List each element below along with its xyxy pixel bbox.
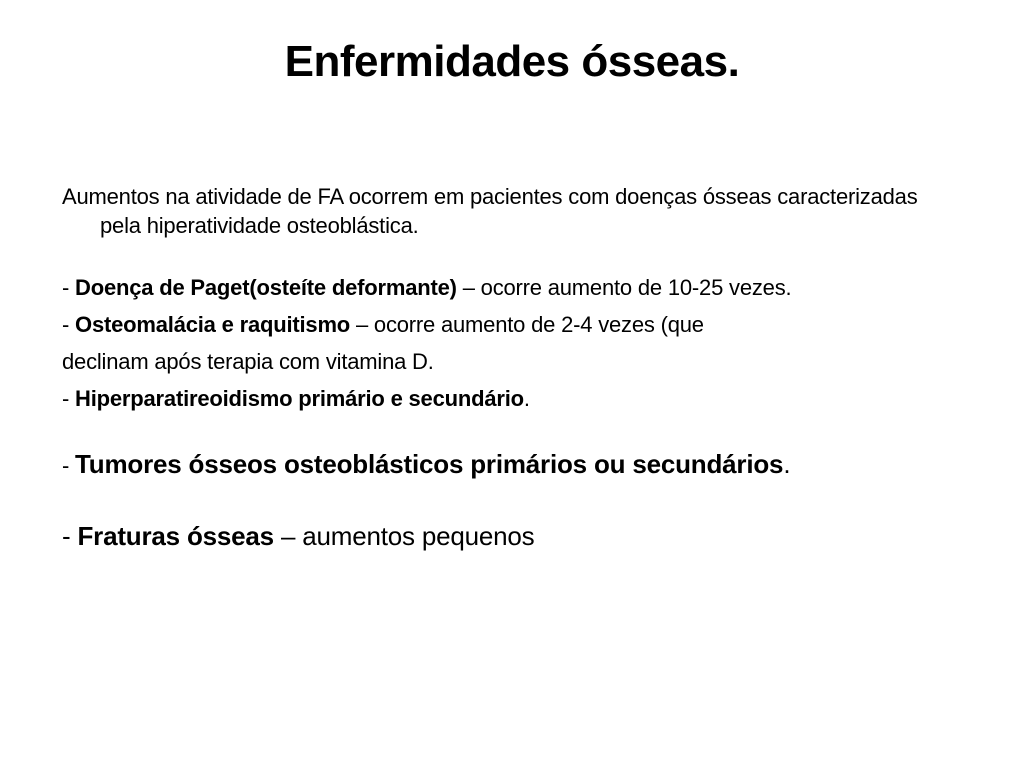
item-osteomalacia-term: Osteomalácia e raquitismo <box>75 312 351 337</box>
item-tumors <box>62 447 962 483</box>
item-dash: - <box>62 386 76 411</box>
item-paget-term: Doença de Paget(osteíte deformante) <box>75 275 457 300</box>
item-tumors-text: . <box>783 449 791 479</box>
slide-body <box>62 182 962 553</box>
slide-title: Enfermidades ósseas. <box>284 37 740 86</box>
item-dash: - <box>62 521 78 551</box>
intro-paragraph: Aumentos na atividade de FA ocorrem em pacientes com doenças ósseas caracterizadas pela hiperatividade osteoblástica. <box>62 184 918 238</box>
item-osteomalacia-text: – ocorre aumento de 2-4 vezes (que <box>350 312 704 337</box>
item-osteomalacia-continuation: declinam após terapia com vitamina D. <box>62 349 434 374</box>
item-dash: - <box>62 453 76 478</box>
item-dash: - <box>62 275 76 300</box>
item-osteomalacia <box>62 310 962 339</box>
item-fractures-text: – aumentos pequenos <box>273 521 535 551</box>
item-paget <box>62 273 962 302</box>
item-hyperparathyroidism <box>62 384 962 413</box>
item-paget-text: – ocorre aumento de 10-25 vezes. <box>456 275 792 300</box>
item-fractures-term: Fraturas ósseas <box>77 521 274 551</box>
item-hyperparathyroidism-term: Hiperparatireoidismo primário e secundário <box>75 386 524 411</box>
item-tumors-term: Tumores ósseos osteoblásticos primários ou secundários <box>75 449 784 479</box>
item-fractures <box>62 519 962 553</box>
item-dash: - <box>62 312 76 337</box>
item-hyperparathyroidism-text: . <box>523 386 530 411</box>
